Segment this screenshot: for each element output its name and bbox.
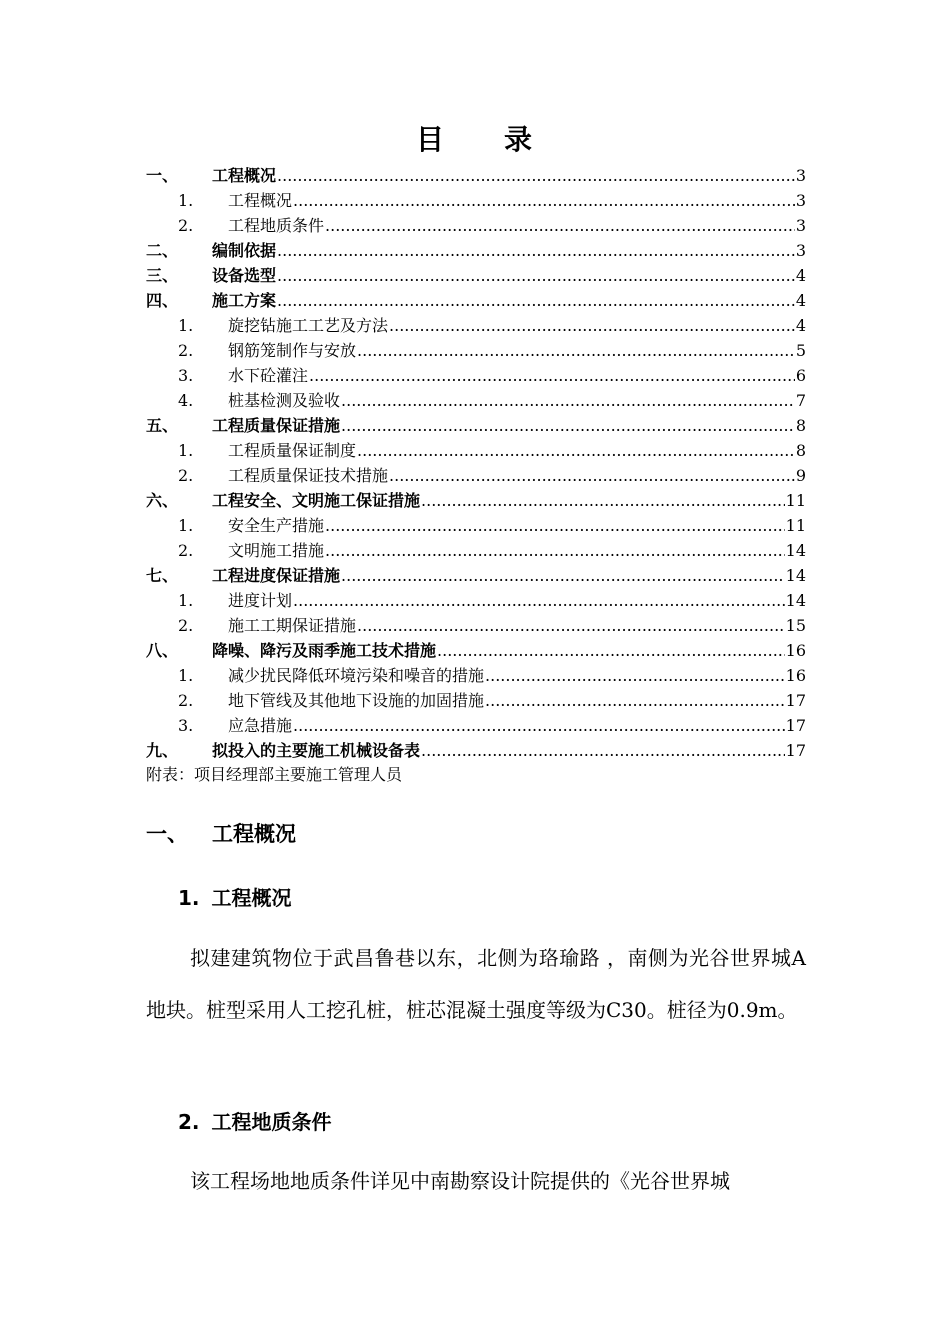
toc-entry[interactable] bbox=[146, 238, 806, 263]
toc-title-char-2: 录 bbox=[504, 123, 535, 156]
toc-entry[interactable] bbox=[146, 488, 806, 513]
toc-entry-page: 3 bbox=[795, 241, 806, 260]
toc-entry-label: 工程地质条件 bbox=[228, 216, 325, 235]
toc-entry-number: 2. bbox=[178, 341, 194, 360]
toc-entry-number: 2. bbox=[178, 691, 194, 710]
toc-entry-label: 工程质量保证措施 bbox=[212, 416, 341, 435]
subsection-title: 工程地质条件 bbox=[211, 1110, 332, 1134]
toc-entry-label: 应急措施 bbox=[228, 716, 293, 735]
toc-entry[interactable] bbox=[146, 363, 806, 388]
toc-entry-label: 文明施工措施 bbox=[228, 541, 325, 560]
toc-leader-dots bbox=[437, 638, 785, 663]
toc-leader-dots bbox=[309, 363, 795, 388]
toc-entry[interactable] bbox=[146, 738, 806, 763]
toc-appendix: 附表：项目经理部主要施工管理人员 bbox=[146, 765, 403, 784]
toc-entry-label: 工程安全、文明施工保证措施 bbox=[212, 491, 421, 510]
toc-leader-dots bbox=[277, 163, 795, 188]
toc-entry[interactable] bbox=[146, 713, 806, 738]
toc-entry-page: 3 bbox=[795, 191, 806, 210]
toc-entry[interactable] bbox=[146, 463, 806, 488]
toc-entry-number: 2. bbox=[178, 616, 194, 635]
toc-entry-label: 安全生产措施 bbox=[228, 516, 325, 535]
toc-entry-number: 五、 bbox=[146, 416, 179, 435]
toc-entry-page: 6 bbox=[795, 366, 806, 385]
toc-entry-label: 工程概况 bbox=[212, 166, 277, 185]
toc-entry[interactable] bbox=[146, 413, 806, 438]
toc-entry-page: 3 bbox=[795, 166, 806, 185]
toc-entry-page: 14 bbox=[785, 591, 806, 610]
toc-entry-page: 11 bbox=[785, 516, 806, 535]
toc-leader-dots bbox=[357, 613, 785, 638]
toc-entry[interactable] bbox=[146, 263, 806, 288]
toc-leader-dots bbox=[277, 263, 795, 288]
toc-leader-dots bbox=[421, 738, 785, 763]
toc-leader-dots bbox=[277, 238, 795, 263]
toc-entry-page: 4 bbox=[795, 266, 806, 285]
toc-entry-number: 四、 bbox=[146, 291, 179, 310]
subsection-number: 1. bbox=[178, 886, 200, 910]
section-title: 工程概况 bbox=[212, 822, 296, 846]
toc-leader-dots bbox=[485, 688, 785, 713]
section-number: 一、 bbox=[146, 822, 188, 846]
toc-entry[interactable] bbox=[146, 688, 806, 713]
toc-entry-number: 八、 bbox=[146, 641, 179, 660]
toc-entry[interactable] bbox=[146, 638, 806, 663]
toc-entry-page: 15 bbox=[785, 616, 806, 635]
toc-entry[interactable] bbox=[146, 188, 806, 213]
toc-leader-dots bbox=[277, 288, 795, 313]
toc-leader-dots bbox=[357, 338, 795, 363]
toc-entry-page: 17 bbox=[785, 716, 806, 735]
toc-entry-number: 1. bbox=[178, 441, 194, 460]
toc-entry-page: 16 bbox=[785, 641, 806, 660]
toc-entry[interactable] bbox=[146, 663, 806, 688]
toc-leader-dots bbox=[389, 463, 795, 488]
toc-entry-number: 2. bbox=[178, 466, 194, 485]
toc-entry-label: 钢筋笼制作与安放 bbox=[228, 341, 357, 360]
toc-entry-page: 3 bbox=[795, 216, 806, 235]
toc-entry-page: 9 bbox=[795, 466, 806, 485]
body-paragraph-2: 该工程场地地质条件详见中南勘察设计院提供的《光谷世界城 bbox=[190, 1169, 730, 1193]
toc-leader-dots bbox=[293, 188, 795, 213]
subsection-title: 工程概况 bbox=[211, 886, 292, 910]
toc-leader-dots bbox=[389, 313, 795, 338]
toc-leader-dots bbox=[421, 488, 785, 513]
toc-entry-page: 14 bbox=[785, 541, 806, 560]
toc-entry-number: 3. bbox=[178, 366, 194, 385]
toc-entry[interactable] bbox=[146, 563, 806, 588]
subsection-heading-1 bbox=[178, 882, 292, 911]
toc-entry[interactable] bbox=[146, 313, 806, 338]
toc-leader-dots bbox=[357, 438, 795, 463]
toc-entry-label: 施工方案 bbox=[212, 291, 277, 310]
toc-entry-number: 4. bbox=[178, 391, 194, 410]
toc-entry-page: 14 bbox=[785, 566, 806, 585]
toc-entry[interactable] bbox=[146, 588, 806, 613]
toc-entry-number: 三、 bbox=[146, 266, 179, 285]
toc-entry[interactable] bbox=[146, 338, 806, 363]
toc-title bbox=[0, 118, 950, 158]
toc-entry-page: 11 bbox=[785, 491, 806, 510]
table-of-contents bbox=[146, 163, 806, 763]
toc-entry[interactable] bbox=[146, 513, 806, 538]
toc-entry-page: 16 bbox=[785, 666, 806, 685]
toc-entry-label: 旋挖钻施工工艺及方法 bbox=[228, 316, 389, 335]
toc-entry-label: 进度计划 bbox=[228, 591, 293, 610]
toc-entry-number: 2. bbox=[178, 541, 194, 560]
toc-leader-dots bbox=[341, 413, 795, 438]
toc-entry[interactable] bbox=[146, 538, 806, 563]
toc-entry[interactable] bbox=[146, 388, 806, 413]
toc-entry[interactable] bbox=[146, 213, 806, 238]
toc-title-char-1: 目 bbox=[415, 123, 446, 156]
section-heading bbox=[146, 818, 296, 848]
body-paragraph-1: 拟建建筑物位于武昌鲁巷以东，北侧为珞瑜路 ，南侧为光谷世界城A地块。桩型采用人工挖孔桩，桩芯混凝土强度等级为C30。桩径为0.9m。 bbox=[146, 946, 806, 1022]
toc-entry-number: 1. bbox=[178, 666, 194, 685]
toc-leader-dots bbox=[325, 513, 785, 538]
toc-entry-label: 施工工期保证措施 bbox=[228, 616, 357, 635]
toc-entry-label: 降噪、降污及雨季施工技术措施 bbox=[212, 641, 437, 660]
toc-entry-number: 九、 bbox=[146, 741, 179, 760]
toc-entry-number: 二、 bbox=[146, 241, 179, 260]
subsection-heading-2 bbox=[178, 1106, 332, 1135]
toc-entry-label: 工程质量保证技术措施 bbox=[228, 466, 389, 485]
toc-entry-page: 4 bbox=[795, 291, 806, 310]
toc-entry-page: 17 bbox=[785, 741, 806, 760]
subsection-number: 2. bbox=[178, 1110, 200, 1134]
toc-leader-dots bbox=[485, 663, 785, 688]
toc-leader-dots bbox=[293, 588, 785, 613]
toc-entry-page: 4 bbox=[795, 316, 806, 335]
toc-leader-dots bbox=[325, 538, 785, 563]
toc-entry-page: 17 bbox=[785, 691, 806, 710]
toc-leader-dots bbox=[341, 563, 785, 588]
toc-entry-page: 7 bbox=[795, 391, 806, 410]
toc-entry-label: 编制依据 bbox=[212, 241, 277, 260]
toc-entry-number: 1. bbox=[178, 516, 194, 535]
toc-entry-number: 一、 bbox=[146, 166, 179, 185]
toc-entry[interactable] bbox=[146, 163, 806, 188]
toc-entry-number: 七、 bbox=[146, 566, 179, 585]
toc-entry-label: 拟投入的主要施工机械设备表 bbox=[212, 741, 421, 760]
toc-entry-number: 六、 bbox=[146, 491, 179, 510]
toc-entry-number: 1. bbox=[178, 191, 194, 210]
toc-entry-label: 减少扰民降低环境污染和噪音的措施 bbox=[228, 666, 485, 685]
toc-entry-label: 桩基检测及验收 bbox=[228, 391, 341, 410]
toc-entry-label: 地下管线及其他地下设施的加固措施 bbox=[228, 691, 485, 710]
toc-entry-label: 工程进度保证措施 bbox=[212, 566, 341, 585]
toc-entry-label: 水下砼灌注 bbox=[228, 366, 309, 385]
toc-entry-page: 8 bbox=[795, 416, 806, 435]
toc-entry[interactable] bbox=[146, 288, 806, 313]
toc-entry-number: 1. bbox=[178, 316, 194, 335]
toc-entry[interactable] bbox=[146, 613, 806, 638]
toc-entry-number: 1. bbox=[178, 591, 194, 610]
toc-entry-page: 8 bbox=[795, 441, 806, 460]
toc-entry-label: 工程概况 bbox=[228, 191, 293, 210]
toc-leader-dots bbox=[325, 213, 795, 238]
toc-entry-page: 5 bbox=[795, 341, 806, 360]
toc-entry-number: 2. bbox=[178, 216, 194, 235]
toc-entry-label: 设备选型 bbox=[212, 266, 277, 285]
toc-entry[interactable] bbox=[146, 438, 806, 463]
toc-entry-number: 3. bbox=[178, 716, 194, 735]
toc-entry-label: 工程质量保证制度 bbox=[228, 441, 357, 460]
toc-leader-dots bbox=[293, 713, 785, 738]
toc-leader-dots bbox=[341, 388, 795, 413]
